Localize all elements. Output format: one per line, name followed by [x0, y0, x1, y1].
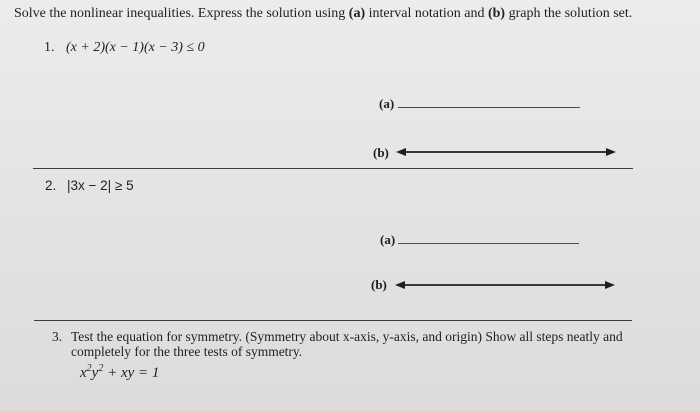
section-divider-2	[34, 320, 632, 321]
problem-2-number: 2.	[45, 178, 57, 193]
instructions-text	[14, 6, 674, 22]
equation-rest: + xy = 1	[103, 365, 160, 381]
problem-3-equation	[80, 365, 159, 382]
problem-1-number-line[interactable]	[396, 146, 616, 158]
instructions-b-label: (b)	[487, 6, 506, 21]
instructions-a-label: (a)	[348, 6, 366, 21]
problem-1-answer-line[interactable]	[398, 107, 580, 108]
number-line-arrow-icon	[396, 146, 616, 158]
problem-1-number: 1.	[44, 40, 55, 55]
problem-3-number: 3.	[52, 329, 63, 344]
equation-y-exponent: 2	[98, 363, 104, 374]
problem-2-number-line[interactable]	[395, 279, 615, 291]
problem-1-statement	[44, 40, 205, 56]
problem-2-part-b-label: (b)	[371, 277, 387, 292]
problem-1-part-a-label: (a)	[379, 96, 395, 111]
problem-3-text: Test the equation for symmetry. (Symmetry about x-axis, y-axis, and origin) Show all steps neatly and completely for the three tests of symmetry.	[71, 329, 623, 359]
instructions-middle: interval notation and	[365, 6, 488, 21]
problem-1-inequality: (x + 2)(x − 1)(x − 3) ≤ 0	[66, 40, 205, 55]
problem-2-answer-line[interactable]	[398, 243, 579, 244]
equation-x-exponent: 2	[86, 363, 92, 374]
instructions-suffix: graph the solution set.	[505, 6, 633, 21]
section-divider-1	[33, 168, 633, 169]
equation-y: y	[91, 365, 99, 381]
problem-1-part-b-label: (b)	[373, 145, 389, 160]
instructions-prefix: Solve the nonlinear inequalities. Express the solution using	[14, 6, 349, 21]
number-line-arrow-icon	[395, 279, 615, 291]
equation-x: x	[80, 365, 87, 381]
problem-2-part-a-label: (a)	[380, 232, 396, 247]
problem-2-inequality: |3x − 2| ≥ 5	[67, 178, 134, 193]
problem-2-statement	[45, 178, 134, 194]
